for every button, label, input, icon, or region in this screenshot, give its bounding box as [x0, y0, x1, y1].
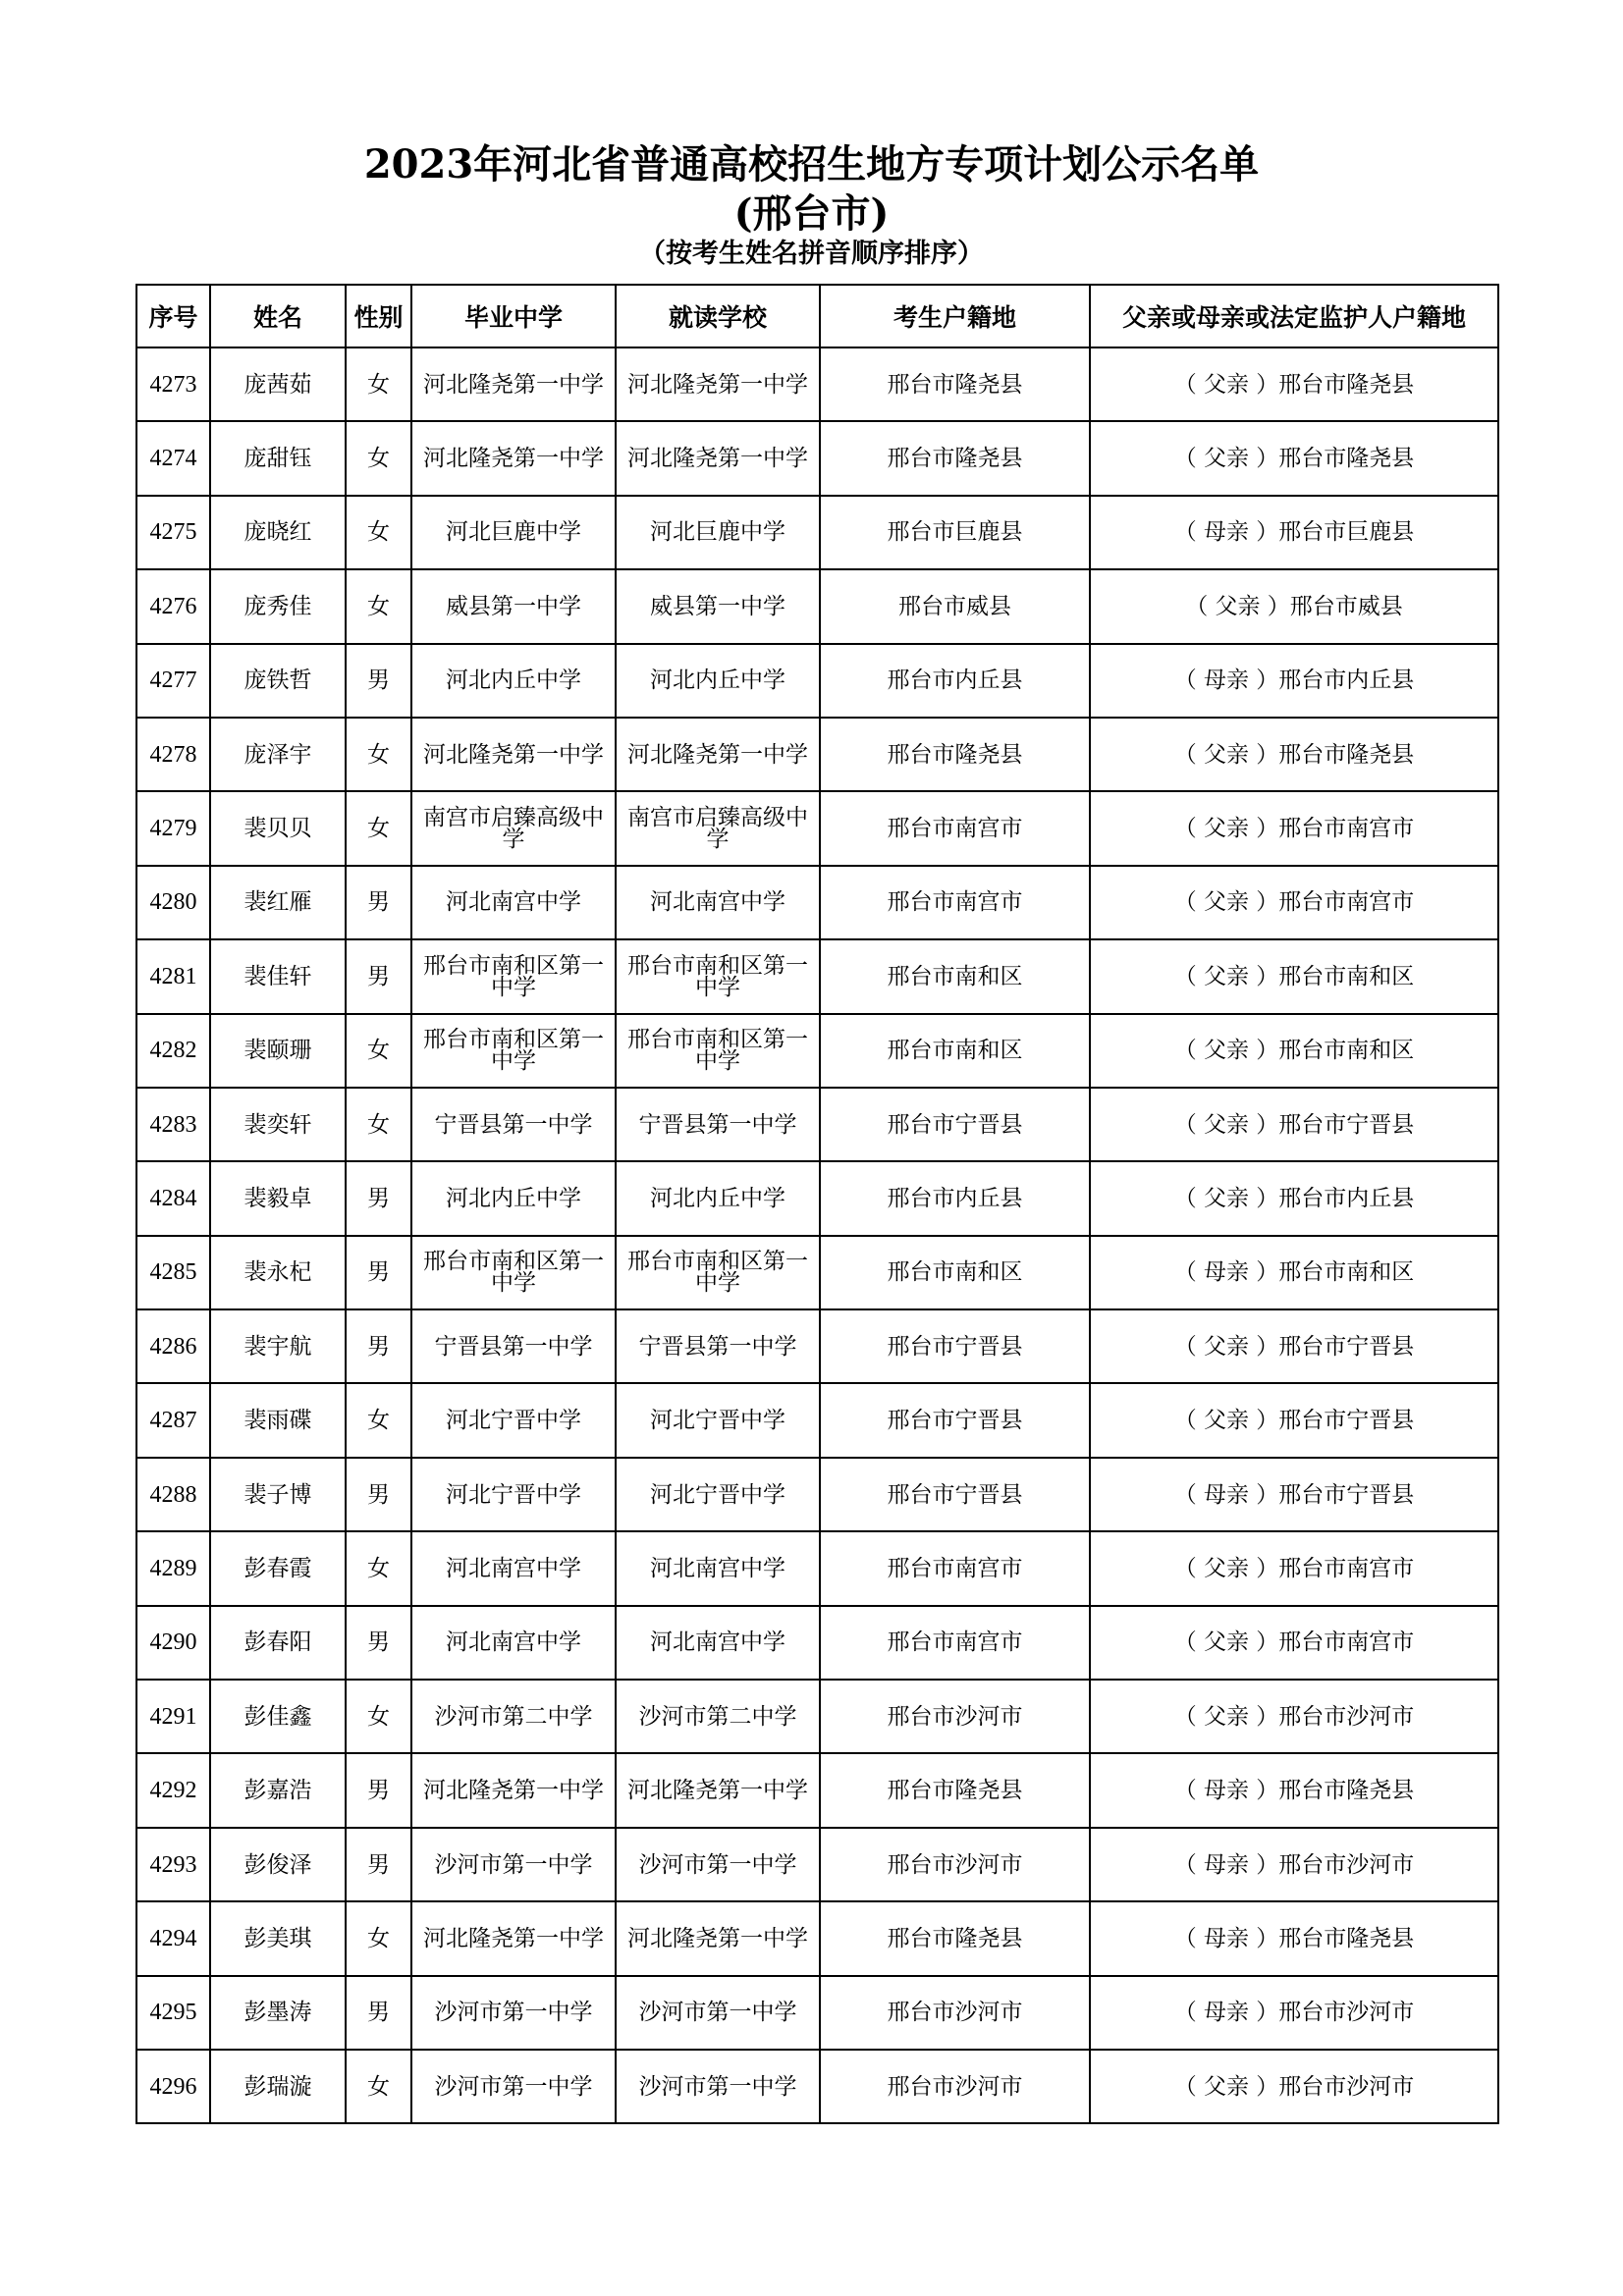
cell-index: 4295 — [136, 1976, 210, 2050]
cell-graduated-school: 威县第一中学 — [411, 569, 616, 643]
cell-index: 4283 — [136, 1088, 210, 1161]
table-row — [136, 347, 1498, 421]
cell-gender: 男 — [346, 866, 411, 939]
cell-index: 4276 — [136, 569, 210, 643]
cell-current-school: 威县第一中学 — [616, 569, 820, 643]
cell-index: 4293 — [136, 1828, 210, 1901]
table-row — [136, 2050, 1498, 2123]
cell-name: 裴颐珊 — [210, 1014, 346, 1088]
cell-index: 4287 — [136, 1383, 210, 1457]
cell-student-residence: 邢台市宁晋县 — [820, 1309, 1090, 1383]
cell-student-residence: 邢台市南和区 — [820, 939, 1090, 1013]
table-row — [136, 1531, 1498, 1605]
cell-guardian-residence: （ 父亲 ）邢台市南宫市 — [1090, 1606, 1498, 1680]
cell-graduated-school: 沙河市第一中学 — [411, 1976, 616, 2050]
cell-gender: 女 — [346, 1383, 411, 1457]
table-row — [136, 1606, 1498, 1680]
cell-student-residence: 邢台市威县 — [820, 569, 1090, 643]
cell-index: 4280 — [136, 866, 210, 939]
cell-gender: 男 — [346, 1976, 411, 2050]
cell-guardian-residence: （ 父亲 ）邢台市南和区 — [1090, 1014, 1498, 1088]
cell-graduated-school: 沙河市第一中学 — [411, 1828, 616, 1901]
cell-name: 彭佳鑫 — [210, 1680, 346, 1753]
cell-name: 裴毅卓 — [210, 1161, 346, 1235]
cell-gender: 女 — [346, 1901, 411, 1975]
table-row — [136, 1383, 1498, 1457]
cell-name: 庞晓红 — [210, 496, 346, 569]
cell-student-residence: 邢台市沙河市 — [820, 1680, 1090, 1753]
cell-name: 彭瑞漩 — [210, 2050, 346, 2123]
table-row — [136, 791, 1498, 865]
cell-guardian-residence: （ 父亲 ）邢台市沙河市 — [1090, 1680, 1498, 1753]
cell-gender: 女 — [346, 1680, 411, 1753]
cell-gender: 男 — [346, 644, 411, 718]
document-title: 2023年河北省普通高校招生地方专项计划公示名单 — [363, 141, 1260, 187]
table-row — [136, 1014, 1498, 1088]
cell-guardian-residence: （ 父亲 ）邢台市宁晋县 — [1090, 1383, 1498, 1457]
cell-student-residence: 邢台市南宫市 — [820, 866, 1090, 939]
cell-graduated-school: 南宫市启臻高级中学 — [411, 791, 616, 865]
cell-guardian-residence: （ 父亲 ）邢台市隆尧县 — [1090, 718, 1498, 791]
cell-index: 4288 — [136, 1458, 210, 1531]
cell-guardian-residence: （ 父亲 ）邢台市内丘县 — [1090, 1161, 1498, 1235]
cell-student-residence: 邢台市南宫市 — [820, 1606, 1090, 1680]
cell-name: 庞甜钰 — [210, 421, 346, 495]
table-row — [136, 496, 1498, 569]
cell-gender: 男 — [346, 1606, 411, 1680]
cell-guardian-residence: （ 母亲 ）邢台市沙河市 — [1090, 1976, 1498, 2050]
cell-guardian-residence: （ 母亲 ）邢台市南和区 — [1090, 1236, 1498, 1309]
cell-guardian-residence: （ 父亲 ）邢台市威县 — [1090, 569, 1498, 643]
cell-index: 4282 — [136, 1014, 210, 1088]
cell-gender: 女 — [346, 791, 411, 865]
cell-index: 4278 — [136, 718, 210, 791]
cell-current-school: 河北隆尧第一中学 — [616, 421, 820, 495]
cell-name: 裴红雁 — [210, 866, 346, 939]
cell-current-school: 河北宁晋中学 — [616, 1458, 820, 1531]
cell-current-school: 河北隆尧第一中学 — [616, 1901, 820, 1975]
cell-current-school: 河北宁晋中学 — [616, 1383, 820, 1457]
cell-student-residence: 邢台市宁晋县 — [820, 1458, 1090, 1531]
cell-graduated-school: 河北隆尧第一中学 — [411, 1753, 616, 1827]
cell-index: 4294 — [136, 1901, 210, 1975]
table-row — [136, 1236, 1498, 1309]
cell-current-school: 宁晋县第一中学 — [616, 1309, 820, 1383]
table-row — [136, 1901, 1498, 1975]
cell-student-residence: 邢台市隆尧县 — [820, 718, 1090, 791]
cell-name: 庞秀佳 — [210, 569, 346, 643]
cell-student-residence: 邢台市隆尧县 — [820, 421, 1090, 495]
cell-gender: 女 — [346, 1088, 411, 1161]
cell-student-residence: 邢台市南宫市 — [820, 791, 1090, 865]
cell-guardian-residence: （ 母亲 ）邢台市宁晋县 — [1090, 1458, 1498, 1531]
cell-current-school: 南宫市启臻高级中学 — [616, 791, 820, 865]
cell-guardian-residence: （ 父亲 ）邢台市宁晋县 — [1090, 1088, 1498, 1161]
cell-index: 4275 — [136, 496, 210, 569]
cell-gender: 女 — [346, 347, 411, 421]
cell-student-residence: 邢台市隆尧县 — [820, 347, 1090, 421]
cell-student-residence: 邢台市内丘县 — [820, 1161, 1090, 1235]
cell-gender: 男 — [346, 939, 411, 1013]
cell-index: 4274 — [136, 421, 210, 495]
cell-graduated-school: 沙河市第二中学 — [411, 1680, 616, 1753]
cell-gender: 女 — [346, 1014, 411, 1088]
cell-graduated-school: 河北巨鹿中学 — [411, 496, 616, 569]
cell-graduated-school: 沙河市第一中学 — [411, 2050, 616, 2123]
cell-current-school: 河北隆尧第一中学 — [616, 347, 820, 421]
cell-graduated-school: 河北隆尧第一中学 — [411, 718, 616, 791]
cell-gender: 男 — [346, 1161, 411, 1235]
cell-name: 裴雨碟 — [210, 1383, 346, 1457]
cell-gender: 男 — [346, 1458, 411, 1531]
cell-current-school: 宁晋县第一中学 — [616, 1088, 820, 1161]
cell-name: 彭春霞 — [210, 1531, 346, 1605]
cell-student-residence: 邢台市隆尧县 — [820, 1753, 1090, 1827]
cell-student-residence: 邢台市南宫市 — [820, 1531, 1090, 1605]
cell-index: 4279 — [136, 791, 210, 865]
cell-current-school: 河北南宫中学 — [616, 866, 820, 939]
cell-index: 4291 — [136, 1680, 210, 1753]
cell-guardian-residence: （ 母亲 ）邢台市沙河市 — [1090, 1828, 1498, 1901]
header-guardian-residence: 父亲或母亲或法定监护人户籍地 — [1090, 285, 1498, 347]
table-row — [136, 1309, 1498, 1383]
cell-guardian-residence: （ 父亲 ）邢台市隆尧县 — [1090, 421, 1498, 495]
cell-name: 彭春阳 — [210, 1606, 346, 1680]
cell-graduated-school: 邢台市南和区第一中学 — [411, 1014, 616, 1088]
cell-graduated-school: 邢台市南和区第一中学 — [411, 1236, 616, 1309]
cell-guardian-residence: （ 父亲 ）邢台市南宫市 — [1090, 1531, 1498, 1605]
cell-current-school: 沙河市第一中学 — [616, 1976, 820, 2050]
cell-index: 4281 — [136, 939, 210, 1013]
cell-current-school: 沙河市第二中学 — [616, 1680, 820, 1753]
cell-guardian-residence: （ 父亲 ）邢台市南宫市 — [1090, 791, 1498, 865]
cell-graduated-school: 河北宁晋中学 — [411, 1458, 616, 1531]
cell-gender: 女 — [346, 718, 411, 791]
cell-name: 庞泽宇 — [210, 718, 346, 791]
cell-guardian-residence: （ 母亲 ）邢台市内丘县 — [1090, 644, 1498, 718]
cell-guardian-residence: （ 母亲 ）邢台市巨鹿县 — [1090, 496, 1498, 569]
cell-index: 4289 — [136, 1531, 210, 1605]
cell-guardian-residence: （ 父亲 ）邢台市宁晋县 — [1090, 1309, 1498, 1383]
cell-guardian-residence: （ 父亲 ）邢台市南和区 — [1090, 939, 1498, 1013]
cell-graduated-school: 宁晋县第一中学 — [411, 1309, 616, 1383]
cell-gender: 女 — [346, 421, 411, 495]
header-current-school: 就读学校 — [616, 285, 820, 347]
cell-graduated-school: 河北隆尧第一中学 — [411, 1901, 616, 1975]
cell-graduated-school: 河北隆尧第一中学 — [411, 421, 616, 495]
cell-index: 4277 — [136, 644, 210, 718]
cell-name: 裴子博 — [210, 1458, 346, 1531]
cell-current-school: 邢台市南和区第一中学 — [616, 1014, 820, 1088]
sort-note: （按考生姓名拼音顺序排序） — [639, 239, 984, 269]
cell-graduated-school: 河北内丘中学 — [411, 644, 616, 718]
table-row — [136, 1828, 1498, 1901]
cell-name: 庞茜茹 — [210, 347, 346, 421]
header-name: 姓名 — [210, 285, 346, 347]
cell-graduated-school: 河北南宫中学 — [411, 1531, 616, 1605]
cell-name: 裴佳轩 — [210, 939, 346, 1013]
cell-name: 裴永杞 — [210, 1236, 346, 1309]
header-graduated-school: 毕业中学 — [411, 285, 616, 347]
cell-name: 彭墨涛 — [210, 1976, 346, 2050]
cell-current-school: 邢台市南和区第一中学 — [616, 939, 820, 1013]
table-row — [136, 866, 1498, 939]
cell-student-residence: 邢台市宁晋县 — [820, 1383, 1090, 1457]
cell-current-school: 河北隆尧第一中学 — [616, 718, 820, 791]
cell-name: 彭美琪 — [210, 1901, 346, 1975]
cell-name: 庞铁哲 — [210, 644, 346, 718]
cell-student-residence: 邢台市沙河市 — [820, 1976, 1090, 2050]
cell-graduated-school: 河北隆尧第一中学 — [411, 347, 616, 421]
table-row — [136, 1458, 1498, 1531]
table-row — [136, 569, 1498, 643]
cell-guardian-residence: （ 父亲 ）邢台市沙河市 — [1090, 2050, 1498, 2123]
cell-gender: 女 — [346, 496, 411, 569]
header-student-residence: 考生户籍地 — [820, 285, 1090, 347]
cell-gender: 女 — [346, 2050, 411, 2123]
cell-gender: 男 — [346, 1236, 411, 1309]
table-row — [136, 718, 1498, 791]
cell-graduated-school: 河北内丘中学 — [411, 1161, 616, 1235]
table-row — [136, 1680, 1498, 1753]
cell-gender: 女 — [346, 569, 411, 643]
roster-table — [135, 284, 1499, 2124]
cell-index: 4290 — [136, 1606, 210, 1680]
cell-graduated-school: 河北南宫中学 — [411, 1606, 616, 1680]
cell-current-school: 沙河市第一中学 — [616, 1828, 820, 1901]
cell-gender: 男 — [346, 1309, 411, 1383]
cell-name: 裴奕轩 — [210, 1088, 346, 1161]
cell-graduated-school: 河北宁晋中学 — [411, 1383, 616, 1457]
cell-student-residence: 邢台市宁晋县 — [820, 1088, 1090, 1161]
cell-name: 裴宇航 — [210, 1309, 346, 1383]
cell-student-residence: 邢台市隆尧县 — [820, 1901, 1090, 1975]
cell-guardian-residence: （ 母亲 ）邢台市隆尧县 — [1090, 1753, 1498, 1827]
cell-graduated-school: 邢台市南和区第一中学 — [411, 939, 616, 1013]
cell-guardian-residence: （ 母亲 ）邢台市隆尧县 — [1090, 1901, 1498, 1975]
cell-student-residence: 邢台市南和区 — [820, 1236, 1090, 1309]
cell-current-school: 河北内丘中学 — [616, 1161, 820, 1235]
cell-gender: 男 — [346, 1828, 411, 1901]
cell-graduated-school: 宁晋县第一中学 — [411, 1088, 616, 1161]
table-row — [136, 1088, 1498, 1161]
cell-student-residence: 邢台市沙河市 — [820, 1828, 1090, 1901]
table-row — [136, 939, 1498, 1013]
header-gender: 性别 — [346, 285, 411, 347]
cell-student-residence: 邢台市南和区 — [820, 1014, 1090, 1088]
cell-current-school: 邢台市南和区第一中学 — [616, 1236, 820, 1309]
document-subtitle: (邢台市) — [733, 190, 890, 237]
cell-name: 彭嘉浩 — [210, 1753, 346, 1827]
cell-student-residence: 邢台市巨鹿县 — [820, 496, 1090, 569]
cell-current-school: 河北巨鹿中学 — [616, 496, 820, 569]
cell-guardian-residence: （ 父亲 ）邢台市隆尧县 — [1090, 347, 1498, 421]
cell-current-school: 河北内丘中学 — [616, 644, 820, 718]
cell-graduated-school: 河北南宫中学 — [411, 866, 616, 939]
cell-current-school: 河北南宫中学 — [616, 1606, 820, 1680]
cell-name: 彭俊泽 — [210, 1828, 346, 1901]
cell-index: 4292 — [136, 1753, 210, 1827]
cell-student-residence: 邢台市内丘县 — [820, 644, 1090, 718]
cell-index: 4284 — [136, 1161, 210, 1235]
table-header-row — [136, 285, 1498, 347]
cell-current-school: 沙河市第一中学 — [616, 2050, 820, 2123]
cell-index: 4286 — [136, 1309, 210, 1383]
cell-name: 裴贝贝 — [210, 791, 346, 865]
cell-index: 4296 — [136, 2050, 210, 2123]
cell-gender: 女 — [346, 1531, 411, 1605]
table-row — [136, 1976, 1498, 2050]
cell-index: 4273 — [136, 347, 210, 421]
cell-guardian-residence: （ 父亲 ）邢台市南宫市 — [1090, 866, 1498, 939]
table-row — [136, 1161, 1498, 1235]
table-row — [136, 1753, 1498, 1827]
table-row — [136, 644, 1498, 718]
cell-index: 4285 — [136, 1236, 210, 1309]
cell-current-school: 河北南宫中学 — [616, 1531, 820, 1605]
header-index: 序号 — [136, 285, 210, 347]
cell-gender: 男 — [346, 1753, 411, 1827]
cell-student-residence: 邢台市沙河市 — [820, 2050, 1090, 2123]
cell-current-school: 河北隆尧第一中学 — [616, 1753, 820, 1827]
table-row — [136, 421, 1498, 495]
